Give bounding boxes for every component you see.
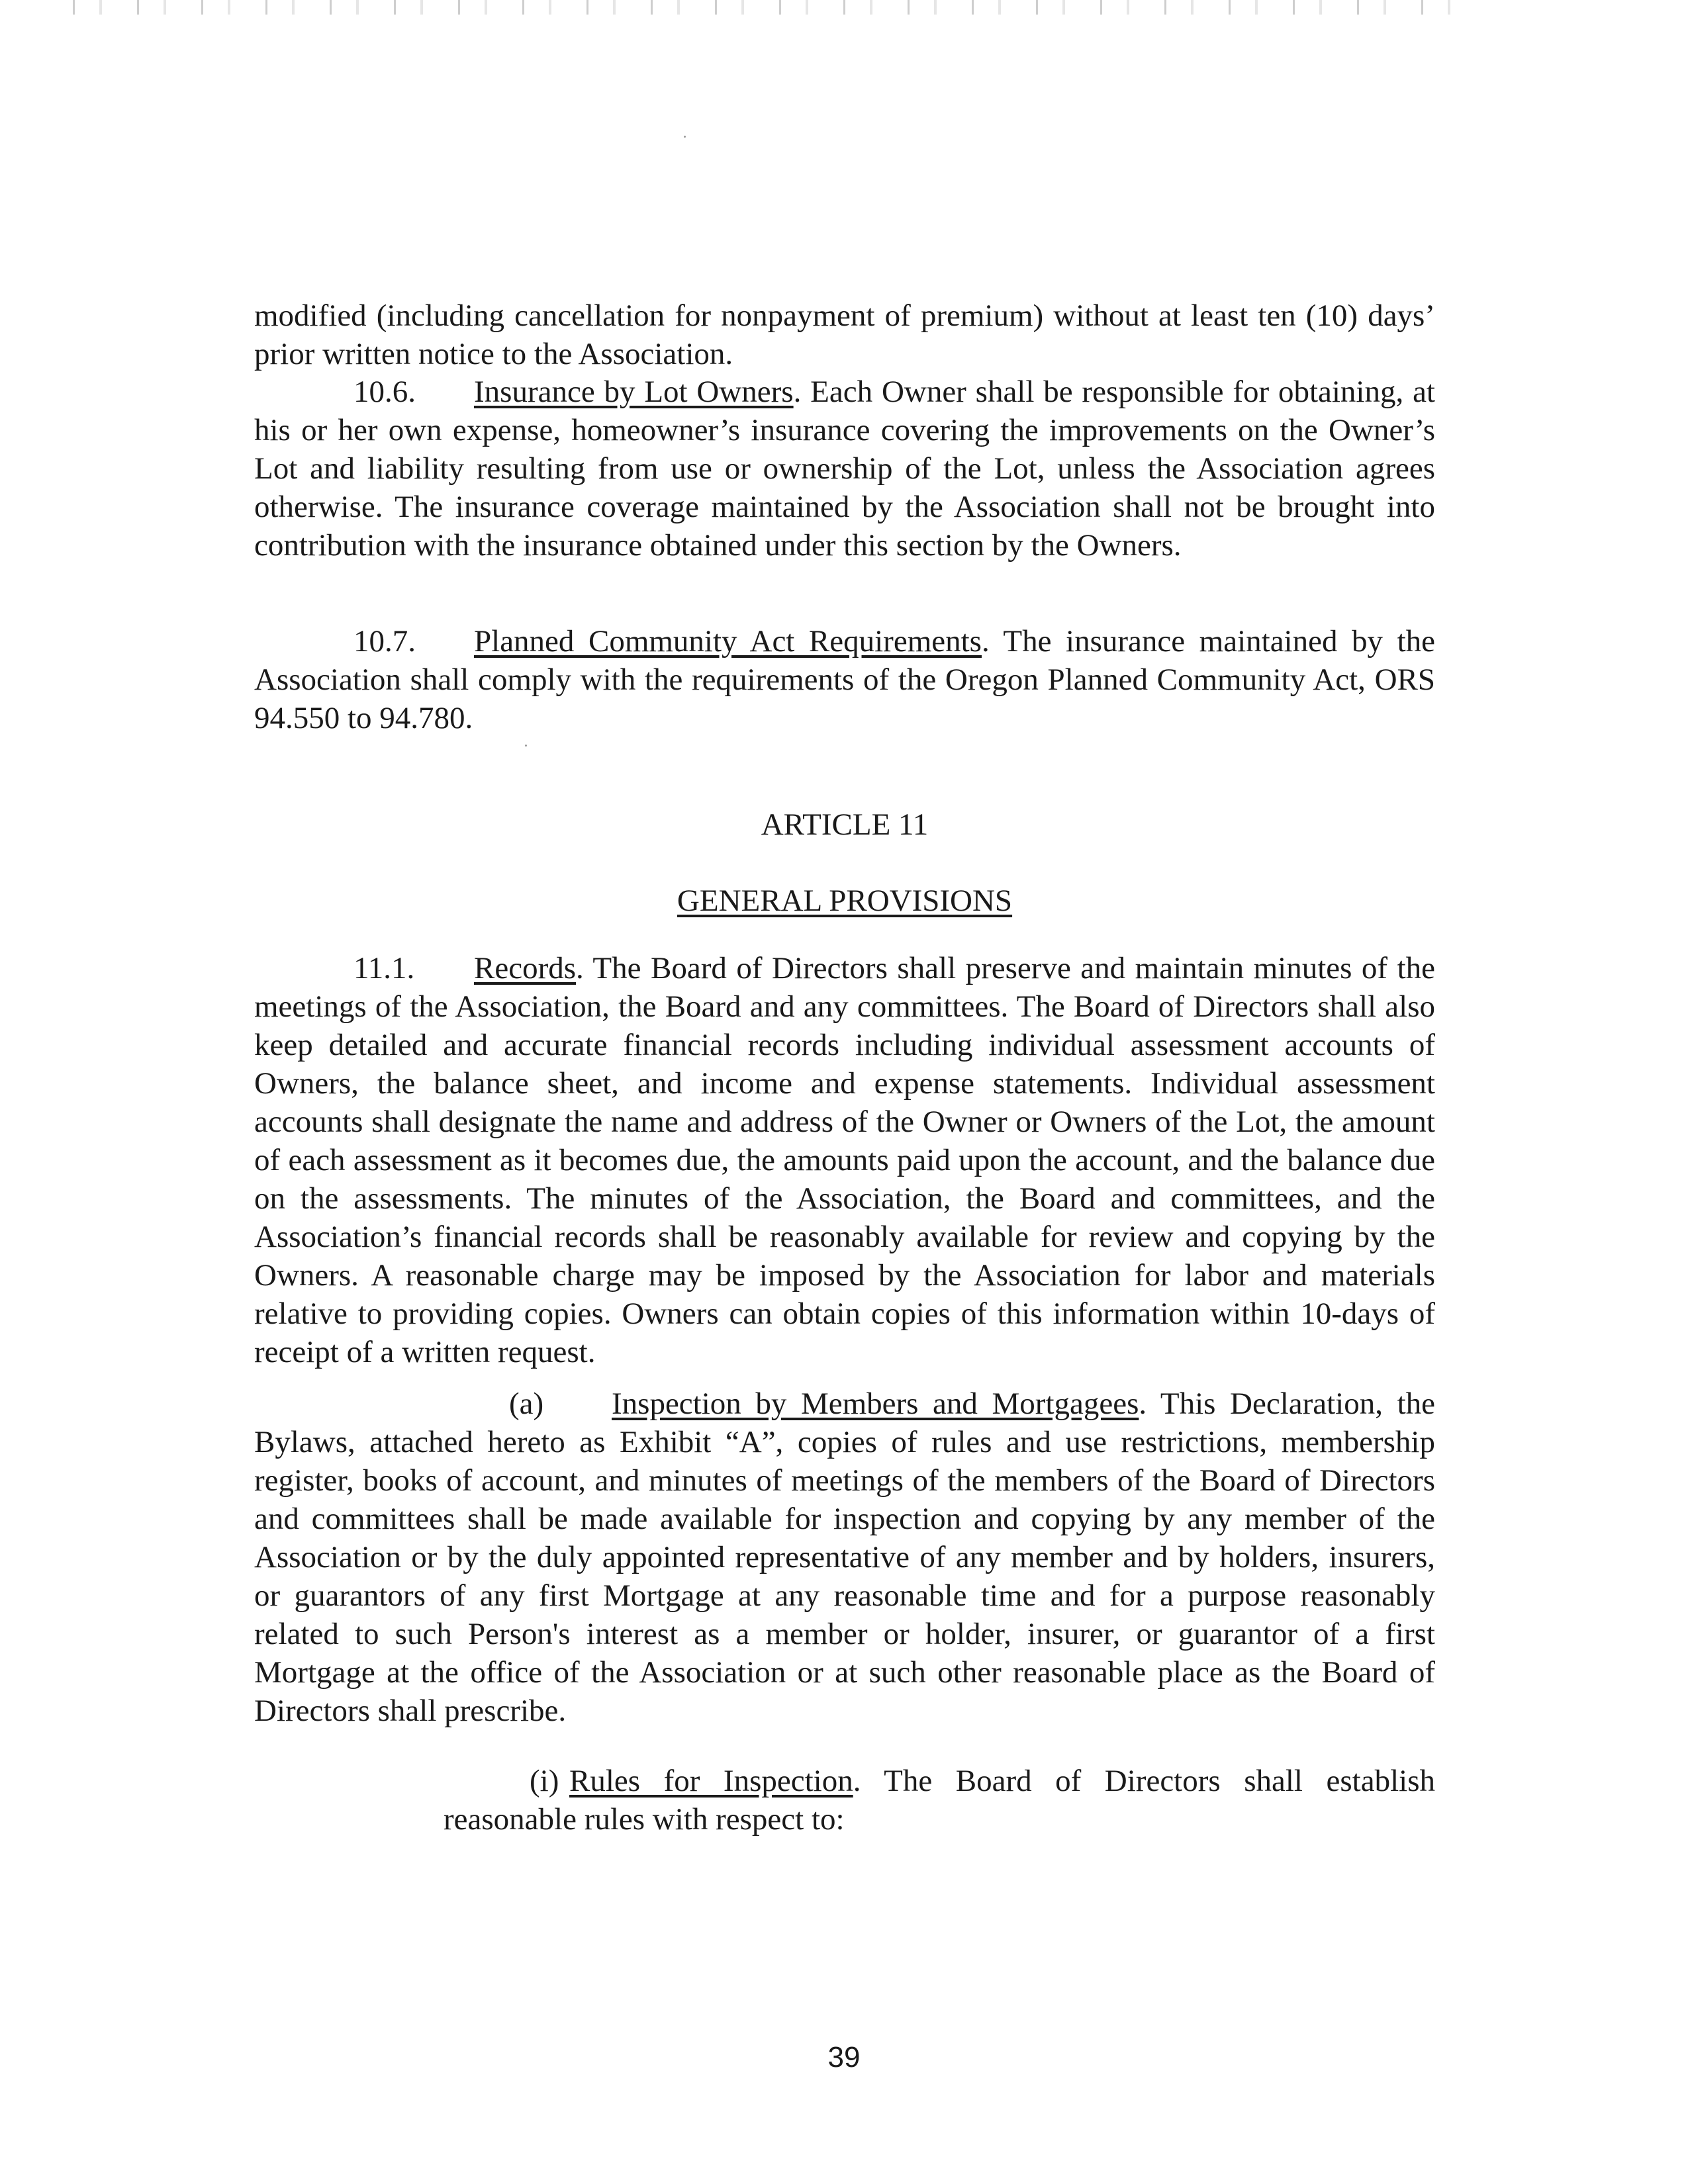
section-number: 10.6. <box>353 375 416 409</box>
section-11-1 <box>254 949 1435 1371</box>
section-heading: Records <box>474 951 577 985</box>
continuation-paragraph: modified (including cancellation for nonpayment of premium) without at least ten (10) days’ prior written notice to the Association. <box>254 298 1435 371</box>
section-10-7 <box>254 622 1435 737</box>
section-11-1-a-i <box>444 1762 1435 1839</box>
section-number: (a) <box>509 1387 544 1421</box>
section-text: . The Board of Directors shall establish reasonable rules with respect to: <box>444 1764 1435 1837</box>
page-number: 39 <box>827 2041 861 2073</box>
section-heading: Inspection by Members and Mortgagees <box>612 1387 1139 1421</box>
section-text: . Each Owner shall be responsible for obtaining, at his or her own expense, homeowner’s insurance covering the improvements on the Owner’s Lot and liability resulting from use or ownership of the Lot, unless the Association agrees otherwise. The insurance coverage maintained by the Association shall not be brought into contribution with the insurance obtained under this section by the Owners. <box>254 375 1435 563</box>
scan-artifact <box>73 0 1463 15</box>
article-subtitle <box>254 882 1435 920</box>
section-number: 11.1. <box>353 951 415 985</box>
section-heading: Insurance by Lot Owners <box>474 375 794 409</box>
article-title: ARTICLE 11 <box>761 807 929 842</box>
section-heading: Planned Community Act Requirements <box>474 624 982 659</box>
section-text: . The insurance maintained by the Association shall comply with the requirements of the Oregon Planned Community Act, ORS 94.550 to 94.780. <box>254 624 1435 735</box>
article-subtitle-text: GENERAL PROVISIONS <box>677 884 1013 918</box>
section-text: . This Declaration, the Bylaws, attached hereto as Exhibit “A”, copies of rules and use restrictions, membership register, books of account, and minutes of meetings of the members of the Board of Directors and committees shall be made available for inspection and copying by any member of the Association or by the duly appointed representative of any member and by holders, insurers, or guarantors of any first Mortgage at any reasonable time and for a purpose reasonably related to such Person's interest as a member or holder, insurer, or guarantor of a first Mortgage at the office of the Association or at such other reasonable place as the Board of Directors shall prescribe. <box>254 1387 1435 1728</box>
scan-speck <box>684 136 686 138</box>
section-10-6 <box>254 373 1435 565</box>
section-text: . The Board of Directors shall preserve and maintain minutes of the meetings of the Association, the Board and any committees. The Board of Directors shall also keep detailed and accurate financial records including individual assessment accounts of Owners, the balance sheet, and income and expense statements. Individual assessment accounts shall designate the name and address of the Owner or Owners of the Lot, the amount of each assessment as it becomes due, the amounts paid upon the account, and the balance due on the assessments. The minutes of the Association, the Board and committees, and the Association’s financial records shall be reasonably available for review and copying by the Owners. A reasonable charge may be imposed by the Association for labor and materials relative to providing copies. Owners can obtain copies of this information within 10-days of receipt of a written request. <box>254 951 1435 1369</box>
section-number: 10.7. <box>353 624 416 659</box>
section-heading: Rules for Inspection <box>569 1764 853 1798</box>
scan-speck <box>525 745 527 747</box>
section-number: (i) <box>530 1764 559 1798</box>
section-11-1-a <box>254 1385 1435 1730</box>
